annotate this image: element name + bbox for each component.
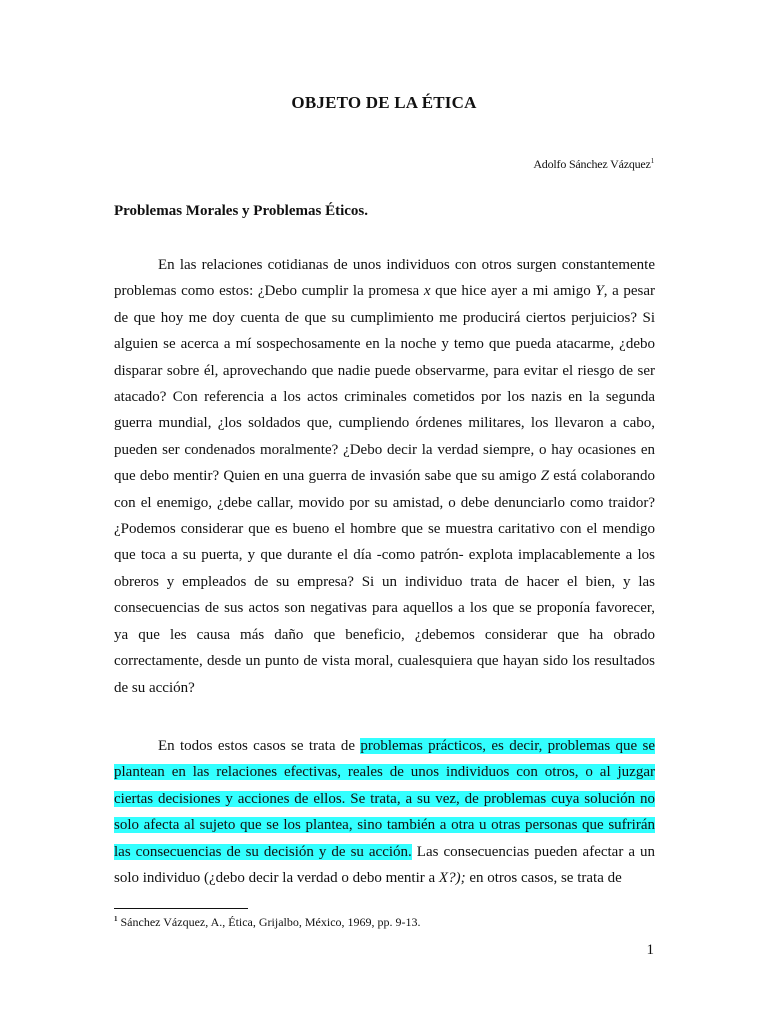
italic-text: x <box>423 283 431 300</box>
text-run: En las relaciones cotidianas de unos individuos con otros surgen constantemente problemas como estos: ¿Debo cumplir la promesa <box>114 257 655 300</box>
italic-text: X?); <box>438 870 466 887</box>
author-line <box>533 157 654 172</box>
italic-text: Y <box>595 283 604 300</box>
author-footnote-marker: 1 <box>650 157 654 165</box>
footnote-text: Sánchez Vázquez, A., Ética, Grijalbo, México, 1969, pp. 9-13. <box>120 915 421 929</box>
text-run: está colaborando con el enemigo, ¿debe callar, movido por su amistad, o debe denunciarlo como traidor? ¿Podemos considerar que es bueno el hombre que se muestra caritativo con el mendigo que toca a su puerta, y que durante el día -como patrón- explota implacablemente a los obreros y empleados de su empresa? Si un individuo trata de hacer el bien, y las consecuencias de sus actos son negativas para aquellos a los que se proponía favorecer, ya que les causa más daño que beneficio, ¿debemos considerar que ha obrado correctamente, desde un punto de vista moral, cualesquiera que hayan sido los resultados de su acción? <box>114 468 655 696</box>
page-number: 1 <box>646 942 654 958</box>
author-name: Adolfo Sánchez Vázquez <box>533 157 651 171</box>
paragraph-1-text <box>114 257 655 696</box>
section-heading: Problemas Morales y Problemas Éticos. <box>114 203 368 219</box>
highlighted-text: problemas prácticos, es decir, problemas que se plantean en las relaciones efectivas, reales de unos individuos con otros, o al juzgar ciertas decisiones y acciones de ellos. Se trata, a su vez, de problemas cuya solución no solo afecta al sujeto que se los plantea, sino también a otra u otras personas que sufrirán las consecuencias de su decisión y de su acción. <box>114 738 655 860</box>
paragraph-2-text <box>114 738 655 886</box>
text-run: , a pesar de que hoy me doy cuenta de que su cumplimiento me producirá ciertos perjuicios? Si alguien se acerca a mí sospechosamente en la noche y temo que pueda atacarme, ¿debo disparar sobre él, aprovechando que nadie puede observarme, para evitar el riesgo de ser atacado? Con referencia a los actos criminales cometidos por los nazis en la segunda guerra mundial, ¿los soldados que, cumpliendo órdenes militares, los llevaron a cabo, pueden ser condenados moralmente? ¿Debo decir la verdad siempre, o hay ocasiones en que debo mentir? Quien en una guerra de invasión sabe que su amigo <box>114 283 656 485</box>
footnote-marker: 1 <box>114 915 118 923</box>
italic-text: Z <box>540 468 550 485</box>
paragraph-2 <box>114 733 655 891</box>
text-run: en otros casos, se trata de <box>465 870 622 887</box>
paragraph-1 <box>114 252 655 701</box>
footnote <box>114 915 421 930</box>
text-run: Las consecuencias pueden afectar a un solo individuo (¿debo decir la verdad o debo mentir a <box>114 843 655 887</box>
text-run: que hice ayer a mi amigo <box>430 283 596 300</box>
document-title: OBJETO DE LA ÉTICA <box>291 93 477 112</box>
text-run: En todos estos casos se trata de <box>158 738 361 754</box>
footnote-separator <box>114 908 248 909</box>
